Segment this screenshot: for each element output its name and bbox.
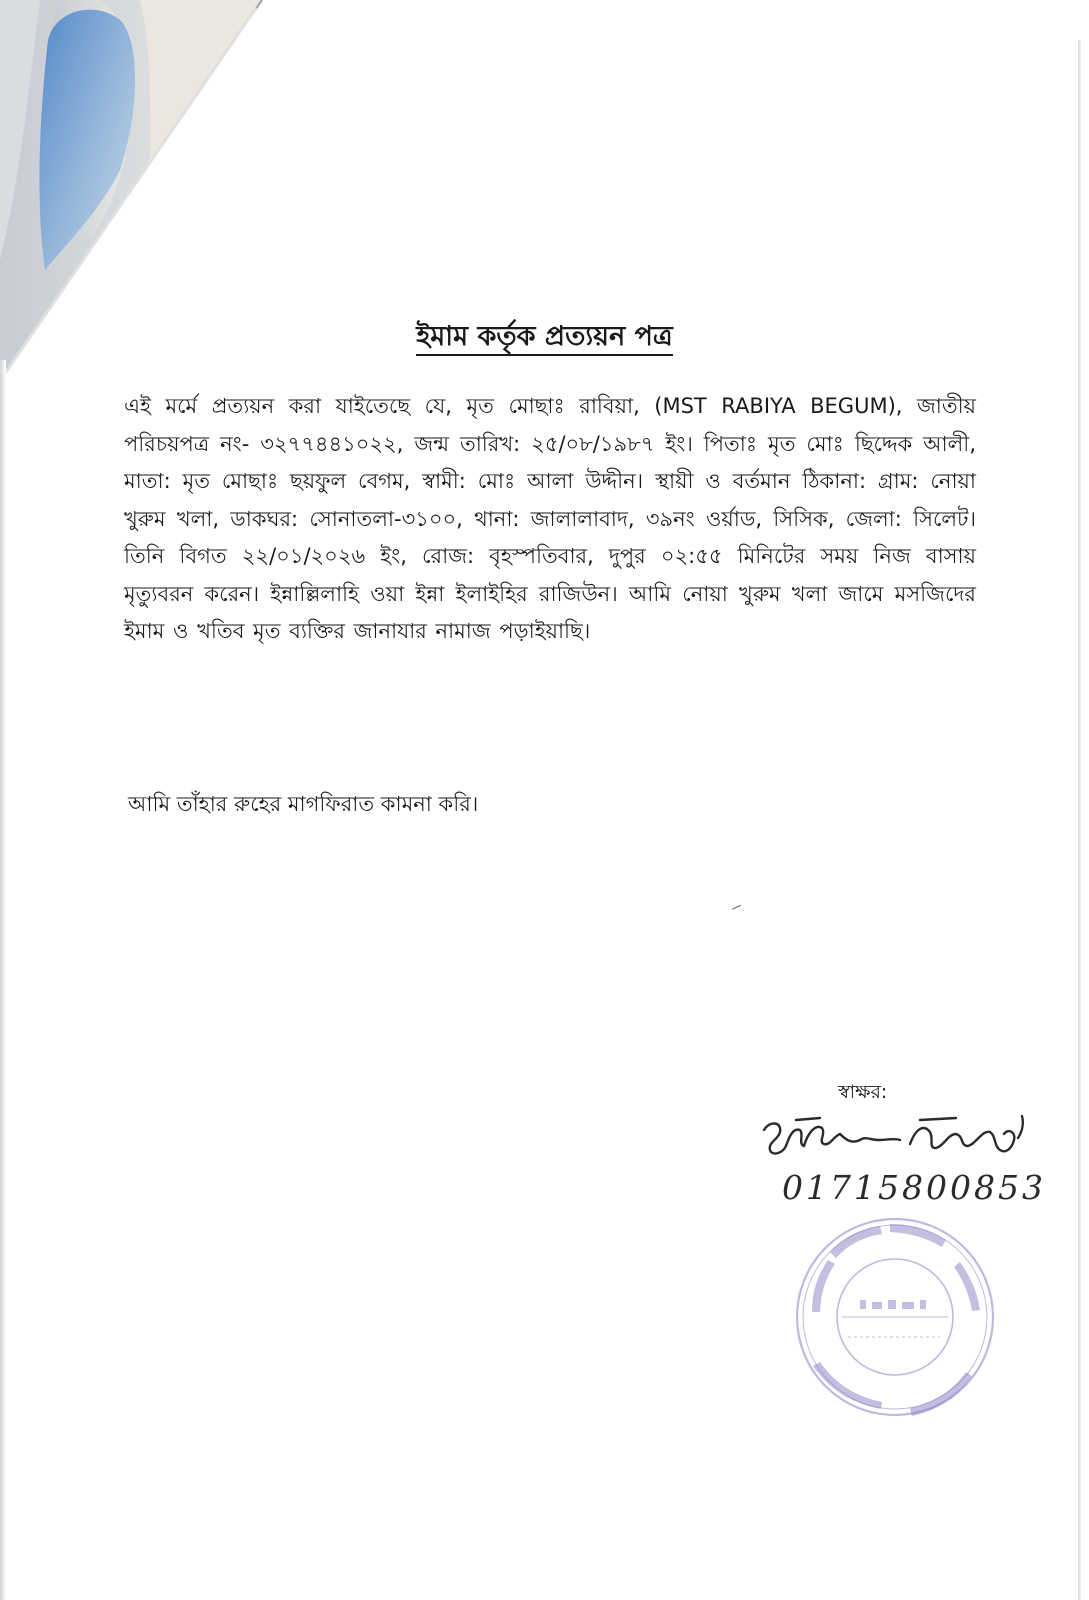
certificate-body-paragraph: এই মর্মে প্রত্যয়ন করা যাইতেছে যে, মৃত মোছাঃ রাবিয়া, (MST RABIYA BEGUM), জাতীয় পরিচয়পত্র নং- ৩২৭৭৪৪১০২২, জন্ম তারিখ: ২৫/০৮/১৯৮৭ ইং। পিতাঃ মৃত মোঃ ছিদ্দেক আলী, মাতা: মৃত মোছাঃ ছয়ফুল বেগম, স্বামী: মোঃ আলা উদ্দীন। স্থায়ী ও বর্তমান ঠিকানা: গ্রাম: নোয়া খুরুম খলা, ডাকঘর: সোনাতলা-৩১০০, থানা: জালালাবাদ, ৩৯নং ওর্য়াড, সিসিক, জেলা: সিলেট। তিনি বিগত ২২/০১/২০২৬ ইং, রোজ: বৃহস্পতিবার, দুপুর ০২:৫৫ মিনিটের সময় নিজ বাসায় মৃত্যুবরন করেন। ইন্নাল্লিলাহি ওয়া ইন্না ইলাইহির রাজিউন। আমি নোয়া খুরুম খলা জামে মসজিদের ইমাম ও খতিব মৃত ব্যক্তির জানাযার নামাজ পড়াইয়াছি। (124, 394, 976, 643)
handwritten-signature (760, 1110, 1050, 1170)
scan-right-edge (1078, 40, 1081, 1600)
signature-label: স্বাক্ষর: (838, 1081, 888, 1103)
document-title (0, 316, 1089, 361)
mosque-round-seal-stamp (790, 1212, 1000, 1422)
scan-left-edge (0, 360, 6, 1600)
document-title-text: ইমাম কর্তৃক প্রত্যয়ন পত্র (416, 321, 673, 356)
closing-line: আমি তাঁহার রুহের মাগফিরাত কামনা করি। (128, 792, 479, 816)
handwritten-phone-number: 01715800853 (782, 1168, 1046, 1207)
stray-mark (730, 900, 741, 909)
